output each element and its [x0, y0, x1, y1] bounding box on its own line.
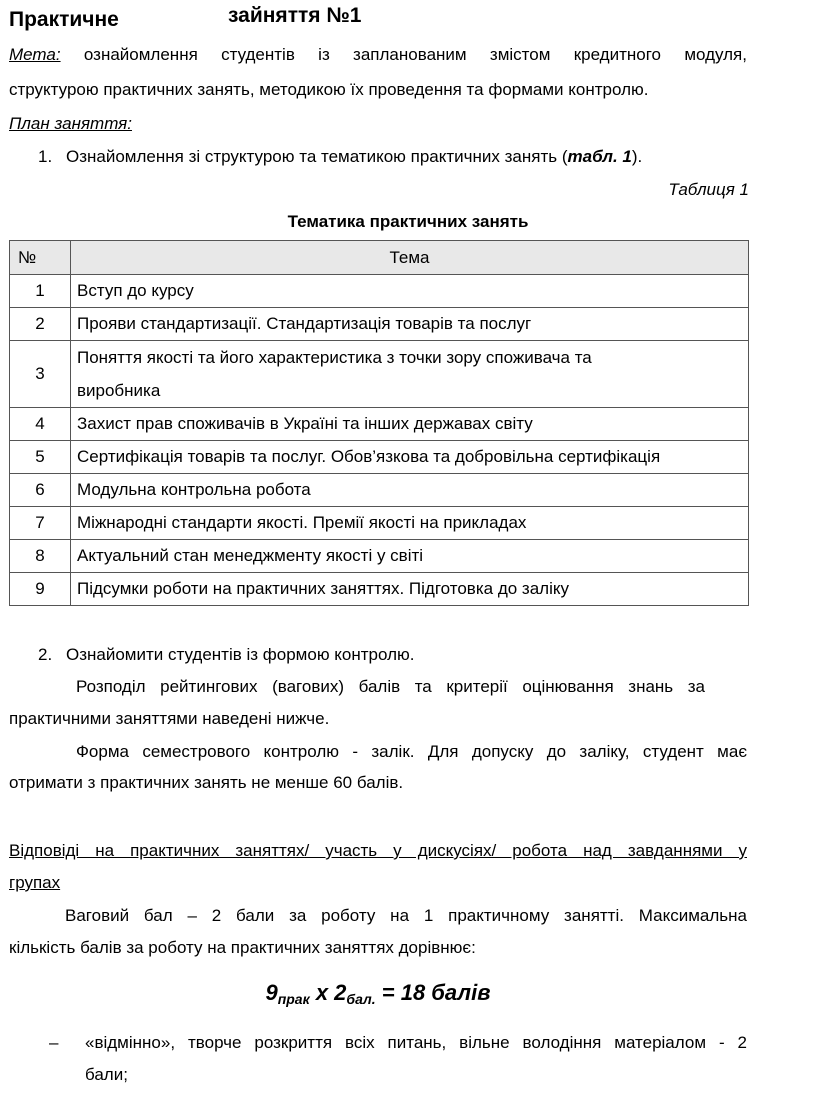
- page-title-left: Практичне: [9, 8, 119, 31]
- row-number: 3: [10, 341, 71, 408]
- row-topic-line-2: виробника: [77, 381, 161, 400]
- column-header-topic: Тема: [71, 241, 749, 275]
- formula-sessions: 9: [265, 980, 278, 1005]
- goal-label: Мета:: [9, 45, 61, 64]
- weight-paragraph-line-1: Ваговий бал – 2 бали за роботу на 1 практичному занятті. Максимальна: [65, 906, 747, 925]
- formula-weight-subscript: бал.: [346, 991, 376, 1007]
- table-row: [10, 573, 749, 606]
- rating-paragraph-line-2: практичними заняттями наведені нижче.: [9, 709, 330, 728]
- goal-line-1: [9, 45, 747, 65]
- row-topic: Підсумки роботи на практичних заняттях. Підготовка до заліку: [71, 573, 749, 606]
- table-row: [10, 474, 749, 507]
- row-number: 9: [10, 573, 71, 606]
- criteria-dash: –: [49, 1033, 59, 1052]
- plan-item-2-number: 2.: [38, 645, 53, 664]
- table-caption: Таблиця 1: [668, 180, 749, 199]
- column-header-number: №: [10, 241, 71, 275]
- table-row: [10, 540, 749, 573]
- row-topic: Захист прав споживачів в Україні та інших державах світу: [71, 408, 749, 441]
- row-topic: Актуальний стан менеджменту якості у світі: [71, 540, 749, 573]
- formula-weight: 2: [334, 980, 347, 1005]
- table-row: [10, 341, 749, 408]
- table-header-row: [10, 241, 749, 275]
- table-row: [10, 408, 749, 441]
- row-topic: Модульна контрольна робота: [71, 474, 749, 507]
- table-row: [10, 441, 749, 474]
- row-topic: Прояви стандартизації. Стандартизація товарів та послуг: [71, 308, 749, 341]
- table-reference: табл. 1: [567, 147, 632, 166]
- goal-line-2: структурою практичних занять, методикою їх проведення та формами контролю.: [9, 80, 649, 99]
- topics-table: [9, 240, 749, 606]
- row-topic: Міжнародні стандарти якості. Премії якості на прикладах: [71, 507, 749, 540]
- criteria-line-1: «відмінно», творче розкриття всіх питань, вільне володіння матеріалом - 2: [85, 1033, 747, 1052]
- formula-times: х: [309, 980, 335, 1005]
- row-topic: Сертифікація товарів та послуг. Обов’язкова та добровільна сертифікація: [71, 441, 749, 474]
- row-number: 7: [10, 507, 71, 540]
- weight-paragraph-line-2: кількість балів за роботу на практичних заняттях дорівнює:: [9, 938, 476, 957]
- rating-paragraph-line-1: Розподіл рейтингових (вагових) балів та критерії оцінювання знань за: [76, 677, 705, 696]
- formula-sessions-subscript: прак: [277, 991, 310, 1007]
- row-number: 4: [10, 408, 71, 441]
- goal-text-1: ознайомлення студентів із запланованим змістом кредитного модуля,: [83, 45, 747, 64]
- formula-result: = 18 балів: [375, 980, 491, 1005]
- plan-item-2-text: Ознайомити студентів із формою контролю.: [66, 645, 415, 664]
- row-number: 8: [10, 540, 71, 573]
- section-heading-line-2: групах: [9, 873, 61, 892]
- plan-label: План заняття:: [9, 114, 132, 133]
- score-formula: [0, 980, 756, 1007]
- table-row: [10, 275, 749, 308]
- criteria-line-2: бали;: [85, 1065, 128, 1084]
- row-topic: Вступ до курсу: [71, 275, 749, 308]
- control-paragraph-line-2: отримати з практичних занять не менше 60 балів.: [9, 773, 404, 792]
- table-row: [10, 507, 749, 540]
- table-row: [10, 308, 749, 341]
- plan-item-1-number: 1.: [38, 147, 53, 166]
- plan-item-1: [66, 147, 642, 167]
- row-number: 6: [10, 474, 71, 507]
- row-topic: [71, 341, 749, 408]
- row-number: 5: [10, 441, 71, 474]
- plan-item-1-text: Ознайомлення зі структурою та тематикою практичних занять (: [66, 147, 568, 166]
- page-title-right: зайняття №1: [228, 4, 362, 27]
- control-paragraph-line-1: Форма семестрового контролю - залік. Для допуску до заліку, студент має: [76, 742, 747, 761]
- row-number: 2: [10, 308, 71, 341]
- plan-item-1-close: ).: [631, 147, 643, 166]
- table-title: Тематика практичних занять: [287, 212, 529, 231]
- row-topic-line-1: Поняття якості та його характеристика з точки зору споживача та: [77, 348, 592, 367]
- section-heading-line-1: Відповіді на практичних заняттях/ участь у дискусіях/ робота над завданнями у: [9, 841, 747, 860]
- row-number: 1: [10, 275, 71, 308]
